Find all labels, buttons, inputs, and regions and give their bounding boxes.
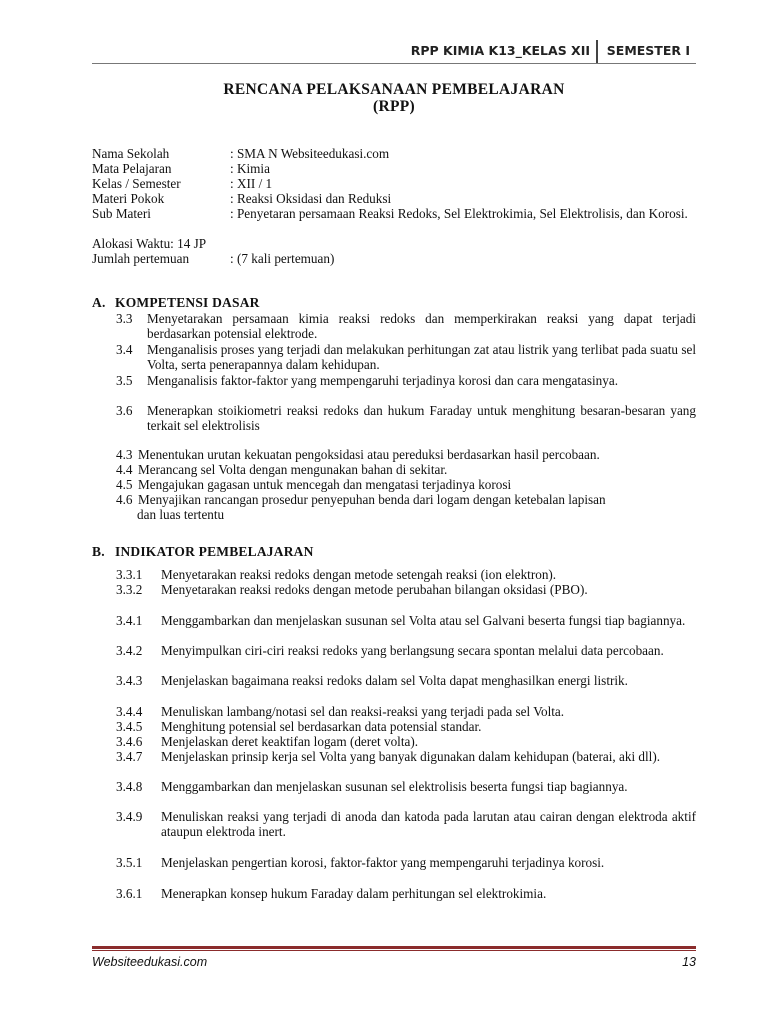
- footer-rule-thin: [92, 950, 696, 951]
- indikator-code: 3.6.1: [116, 886, 143, 901]
- kd-text-continued: dan luas tertentu: [137, 507, 225, 522]
- indikator-text: Menggambarkan dan menjelaskan susunan sel elektrolisis beserta fungsi tiap bagiannya.: [161, 779, 628, 794]
- kd-text: Menganalisis faktor-faktor yang mempengaruhi terjadinya korosi dan cara mengatasinya.: [147, 373, 619, 388]
- section-letter: A.: [92, 295, 106, 310]
- kd-code: 4.6: [116, 492, 133, 507]
- indikator-code: 3.4.6: [116, 734, 143, 749]
- indikator-text: Menyetarakan reaksi redoks dengan metode perubahan bilangan oksidasi (PBO).: [161, 582, 588, 597]
- kd-text: Menganalisis proses yang terjadi dan melakukan perhitungan zat atau listrik yang terlibat pada suatu sel Volta, serta penerapannya dalam kehidupan.: [147, 342, 696, 372]
- identity-value: : XII / 1: [230, 176, 273, 191]
- indikator-text: Menyimpulkan ciri-ciri reaksi redoks yang berlangsung secara spontan melalui data percobaan.: [161, 643, 664, 658]
- indikator-text: Menjelaskan deret keaktifan logam (deret volta).: [161, 734, 419, 749]
- identity-label: Jumlah pertemuan: [92, 251, 190, 266]
- kd-text: Mengajukan gagasan untuk mencegah dan mengatasi terjadinya korosi: [138, 477, 512, 492]
- kd-code: 3.5: [116, 373, 133, 388]
- identity-value: : (7 kali pertemuan): [230, 251, 335, 266]
- indikator-code: 3.4.9: [116, 809, 143, 824]
- indikator-text: Menerapkan konsep hukum Faraday dalam perhitungan sel elektrokimia.: [161, 886, 547, 901]
- kd-code: 4.5: [116, 477, 133, 492]
- identity-value: : Penyetaran persamaan Reaksi Redoks, Sel Elektrokimia, Sel Elektrolisis, dan Korosi.: [230, 206, 688, 221]
- page-header: [92, 40, 696, 64]
- kd-code: 4.3: [116, 447, 133, 462]
- indikator-text: Menjelaskan bagaimana reaksi redoks dalam sel Volta dapat menghasilkan energi listrik.: [161, 673, 628, 688]
- indikator-code: 3.3.2: [116, 582, 143, 597]
- indikator-text: Menyetarakan reaksi redoks dengan metode setengah reaksi (ion elektron).: [161, 567, 557, 582]
- indikator-text: Menjelaskan pengertian korosi, faktor-faktor yang mempengaruhi terjadinya korosi.: [161, 855, 605, 870]
- indikator-text: Menuliskan reaksi yang terjadi di anoda dan katoda pada larutan atau cairan dengan elektroda aktif ataupun elektroda inert.: [161, 809, 696, 839]
- page-number: 13: [682, 955, 696, 969]
- indikator-text: Menuliskan lambang/notasi sel dan reaksi-reaksi yang terjadi pada sel Volta.: [161, 704, 565, 719]
- identity-label: Kelas / Semester: [92, 176, 181, 191]
- kd-text: Menentukan urutan kekuatan pengoksidasi atau pereduksi berdasarkan hasil percobaan.: [138, 447, 600, 462]
- indikator-code: 3.4.7: [116, 749, 143, 764]
- identity-label: Nama Sekolah: [92, 146, 170, 161]
- kd-text: Menyajikan rancangan prosedur penyepuhan benda dari logam dengan ketebalan lapisan: [138, 492, 606, 507]
- indikator-text: Menggambarkan dan menjelaskan susunan sel Volta atau sel Galvani beserta fungsi tiap bagiannya.: [161, 613, 686, 628]
- indikator-text: Menjelaskan prinsip kerja sel Volta yang banyak digunakan dalam kehidupan (baterai, aki dll).: [161, 749, 661, 764]
- indikator-text: Menghitung potensial sel berdasarkan data potensial standar.: [161, 719, 482, 734]
- footer-site: Websiteedukasi.com: [92, 955, 208, 969]
- kd-text: Menyetarakan persamaan kimia reaksi redoks dan memperkirakan reaksi yang dapat terjadi berdasarkan potensial elektrode.: [147, 311, 696, 341]
- header-separator: [596, 40, 598, 64]
- indikator-code: 3.4.4: [116, 704, 143, 719]
- kd-code: 3.3: [116, 311, 133, 326]
- identity-value: : SMA N Websiteedukasi.com: [230, 146, 390, 161]
- identity-value: : Reaksi Oksidasi dan Reduksi: [230, 191, 392, 206]
- indikator-code: 3.4.3: [116, 673, 143, 688]
- section-letter: B.: [92, 544, 105, 559]
- indikator-code: 3.4.5: [116, 719, 143, 734]
- section-title: KOMPETENSI DASAR: [115, 295, 260, 310]
- document-subtitle: (RPP): [373, 98, 415, 115]
- kd-text: Merancang sel Volta dengan mengunakan bahan di sekitar.: [138, 462, 448, 477]
- indikator-code: 3.3.1: [116, 567, 143, 582]
- document-title: RENCANA PELAKSANAAN PEMBELAJARAN: [223, 81, 565, 98]
- kd-text: Menerapkan stoikiometri reaksi redoks dan hukum Faraday untuk menghitung besaran-besaran yang terkait sel elektrolisis: [147, 403, 696, 433]
- identity-label: Sub Materi: [92, 206, 151, 221]
- header-rule: [92, 63, 696, 64]
- identity-label: Mata Pelajaran: [92, 161, 172, 176]
- indikator-code: 3.5.1: [116, 855, 143, 870]
- identity-label: Materi Pokok: [92, 191, 165, 206]
- section-title: INDIKATOR PEMBELAJARAN: [115, 544, 314, 559]
- header-right: SEMESTER I: [606, 43, 690, 58]
- indikator-code: 3.4.1: [116, 613, 143, 628]
- header-left: RPP KIMIA K13_KELAS XII: [410, 43, 590, 58]
- kd-code: 4.4: [116, 462, 133, 477]
- footer-rule: [92, 946, 696, 949]
- indikator-code: 3.4.2: [116, 643, 143, 658]
- indikator-code: 3.4.8: [116, 779, 143, 794]
- kd-code: 3.4: [116, 342, 133, 357]
- alokasi-text: Alokasi Waktu: 14 JP: [92, 236, 207, 251]
- kd-code: 3.6: [116, 403, 133, 418]
- identity-value: : Kimia: [230, 161, 270, 176]
